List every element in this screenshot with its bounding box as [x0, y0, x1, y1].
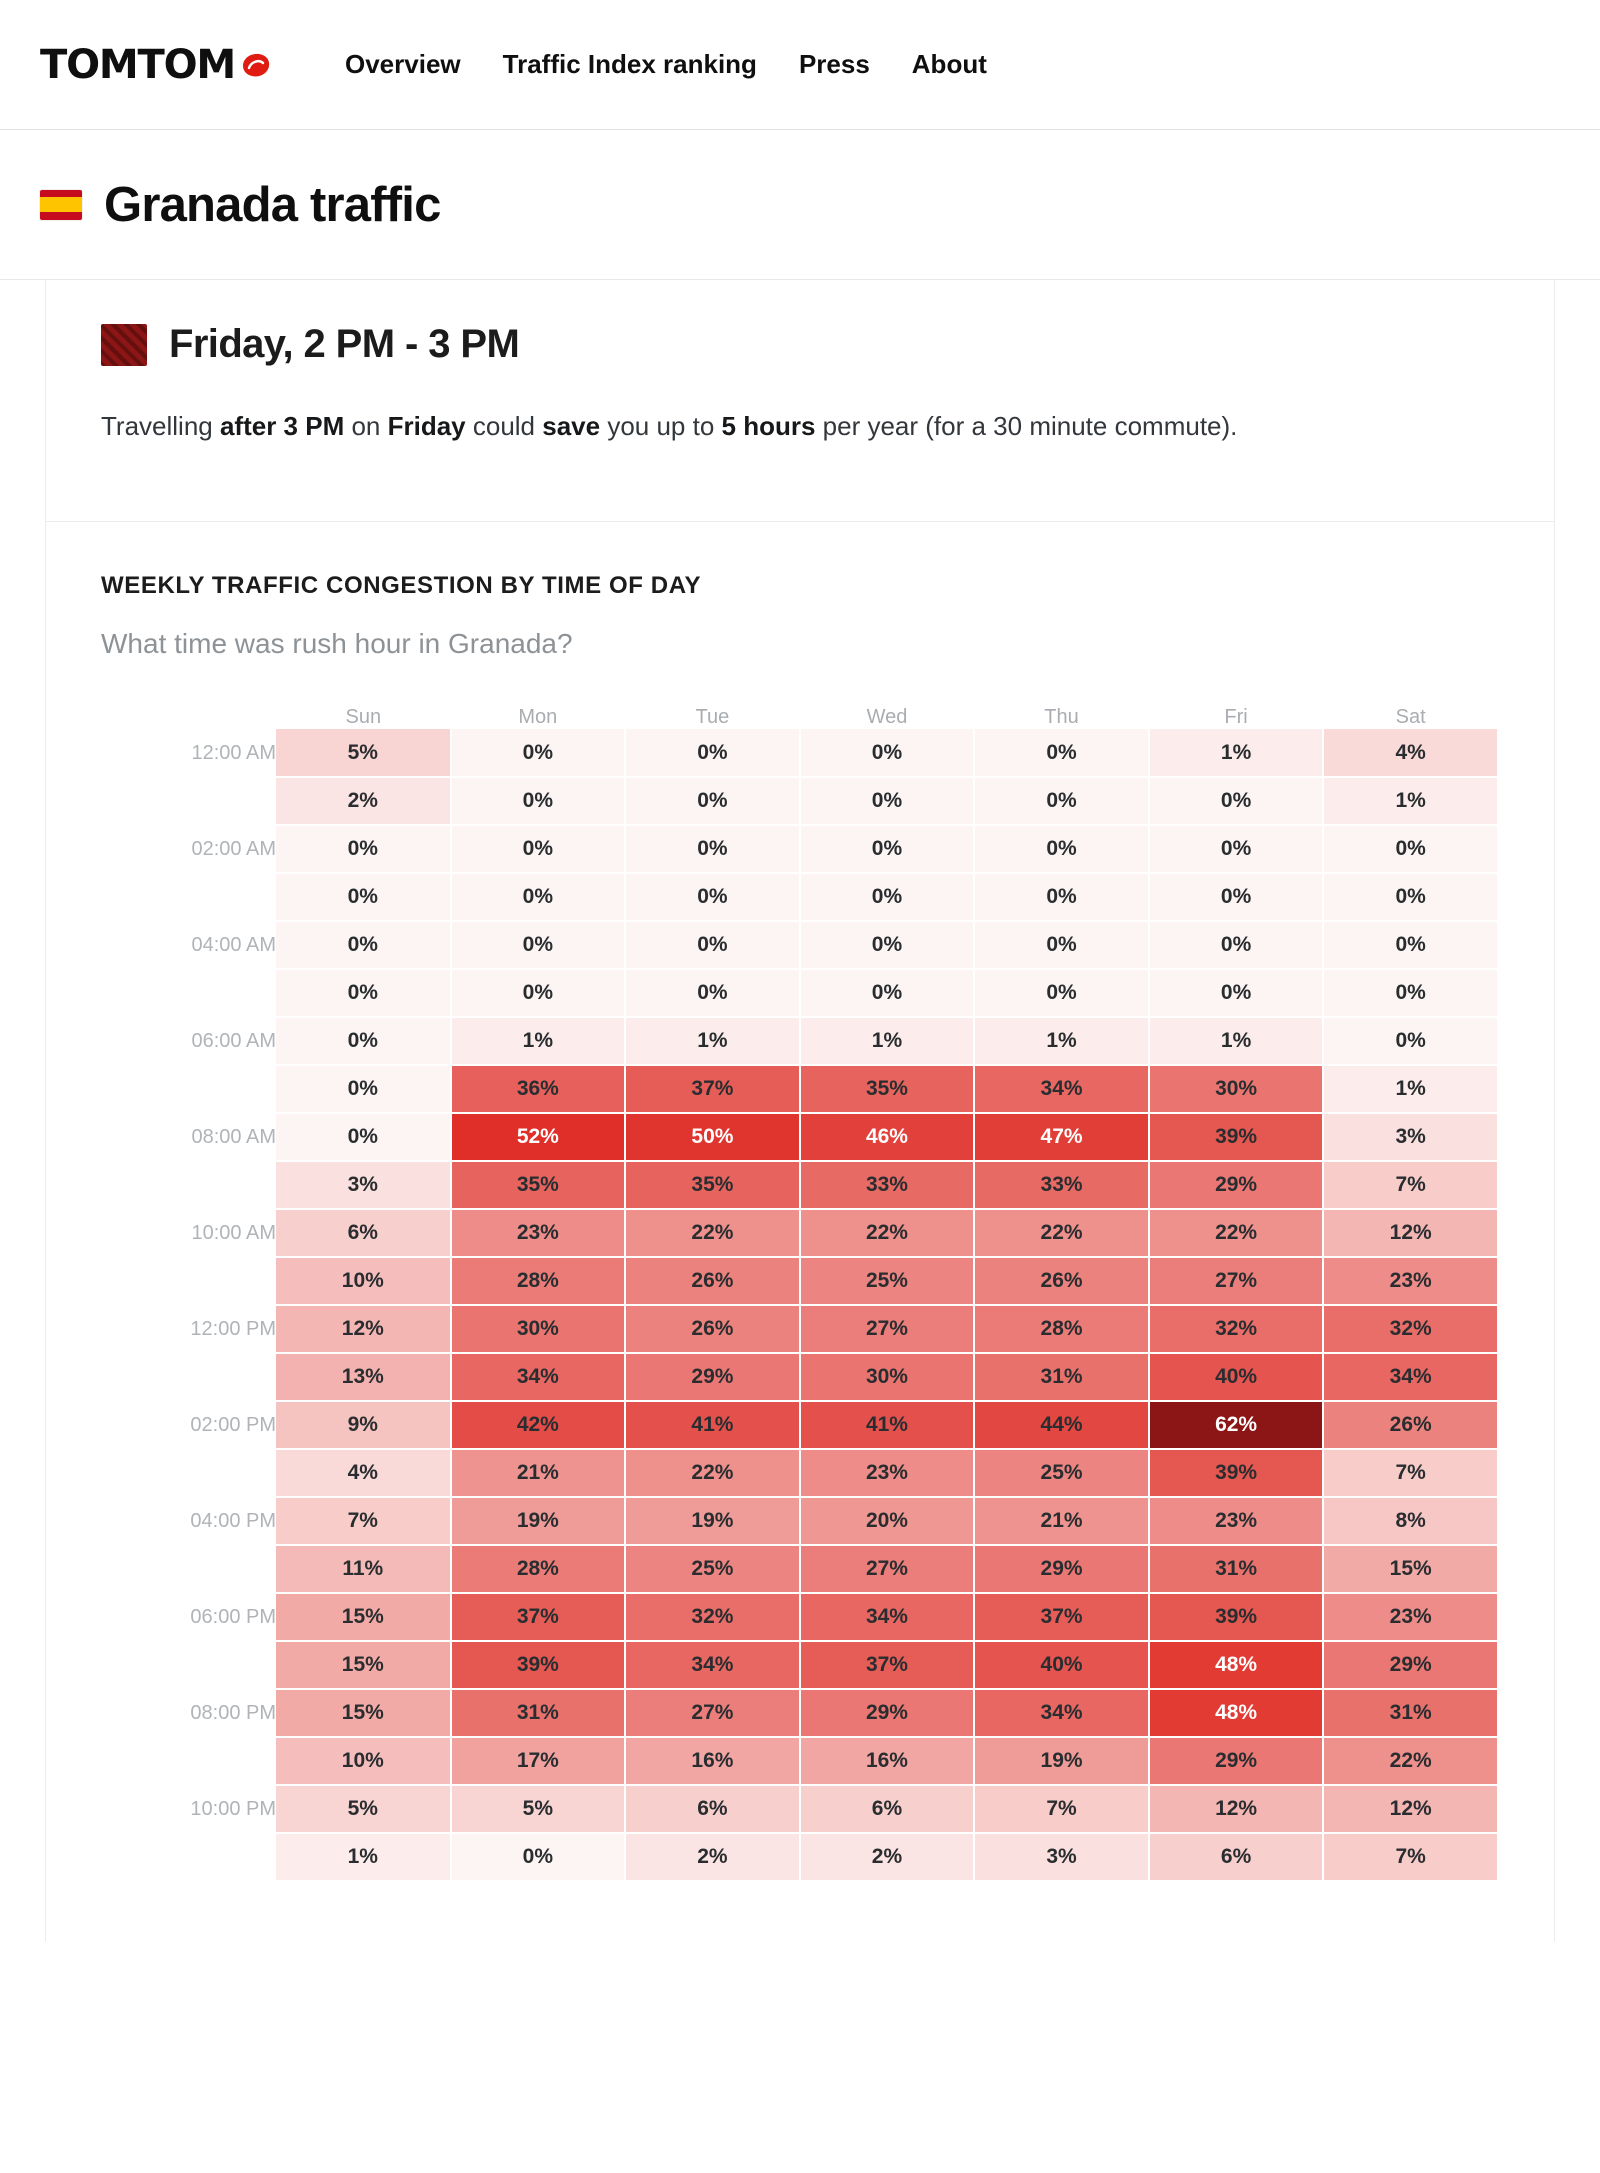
- heatmap-cell[interactable]: 0%: [451, 969, 626, 1017]
- top-navigation-bar: [0, 0, 1600, 130]
- heatmap-cell[interactable]: 0%: [800, 777, 975, 825]
- heatmap-cell[interactable]: 31%: [1323, 1689, 1498, 1737]
- heatmap-row: [101, 1737, 1498, 1785]
- heatmap-cell[interactable]: 0%: [625, 729, 800, 777]
- heatmap-row-label: [101, 777, 276, 825]
- heatmap-cell[interactable]: 16%: [800, 1737, 975, 1785]
- heatmap-cell[interactable]: 0%: [451, 873, 626, 921]
- heatmap-cell[interactable]: 42%: [451, 1401, 626, 1449]
- heatmap-cell[interactable]: 0%: [1149, 777, 1324, 825]
- heatmap-cell[interactable]: 0%: [1149, 825, 1324, 873]
- heatmap-cell[interactable]: 23%: [1149, 1497, 1324, 1545]
- heatmap-cell[interactable]: 0%: [800, 873, 975, 921]
- heatmap-cell[interactable]: 0%: [974, 729, 1149, 777]
- heatmap-row: [101, 777, 1498, 825]
- heatmap-col-header-wed: Wed: [866, 706, 908, 729]
- heatmap-cell[interactable]: 34%: [1323, 1353, 1498, 1401]
- heatmap-cell[interactable]: 5%: [276, 1785, 451, 1833]
- heatmap-cell[interactable]: 37%: [625, 1065, 800, 1113]
- heatmap-cell[interactable]: 0%: [1323, 1017, 1498, 1065]
- heatmap-cell[interactable]: 4%: [1323, 729, 1498, 777]
- heatmap-cell[interactable]: 29%: [974, 1545, 1149, 1593]
- heatmap-cell[interactable]: 23%: [800, 1449, 975, 1497]
- heatmap-row: [101, 1065, 1498, 1113]
- heatmap-row-label: 08:00 AM: [191, 1125, 276, 1148]
- heatmap-cell[interactable]: 0%: [974, 825, 1149, 873]
- heatmap-cell[interactable]: 27%: [800, 1305, 975, 1353]
- heatmap-row: [101, 1545, 1498, 1593]
- heatmap-cell[interactable]: 3%: [1323, 1113, 1498, 1161]
- heatmap-row: [101, 1497, 1498, 1545]
- heatmap-row-label: [101, 969, 276, 1017]
- heatmap-cell[interactable]: 29%: [1149, 1737, 1324, 1785]
- heatmap-col-header-mon: Mon: [518, 706, 558, 729]
- heatmap-cell[interactable]: 22%: [974, 1209, 1149, 1257]
- heatmap-row-label: 02:00 PM: [190, 1413, 276, 1436]
- heatmap-row-label: [101, 1065, 276, 1113]
- heatmap-cell[interactable]: 41%: [625, 1401, 800, 1449]
- heatmap-cell[interactable]: 36%: [451, 1065, 626, 1113]
- heatmap-cell[interactable]: 0%: [276, 873, 451, 921]
- heatmap-cell[interactable]: 2%: [800, 1833, 975, 1881]
- heatmap-cell[interactable]: 11%: [276, 1545, 451, 1593]
- heatmap-row-label: 10:00 AM: [191, 1221, 276, 1244]
- nav-item-press[interactable]: Press: [798, 49, 870, 79]
- heatmap-cell[interactable]: 0%: [1149, 969, 1324, 1017]
- heatmap-cell[interactable]: 30%: [451, 1305, 626, 1353]
- heatmap-row-label: [101, 1737, 276, 1785]
- congestion-heatmap-table: [101, 706, 1499, 1882]
- heatmap-cell[interactable]: 16%: [625, 1737, 800, 1785]
- heatmap-cell[interactable]: 0%: [1323, 825, 1498, 873]
- heatmap-cell[interactable]: 1%: [625, 1017, 800, 1065]
- heatmap-section: [46, 522, 1554, 1942]
- heatmap-cell[interactable]: 0%: [276, 969, 451, 1017]
- heatmap-cell[interactable]: 0%: [276, 1017, 451, 1065]
- heatmap-cell[interactable]: 46%: [800, 1113, 975, 1161]
- heatmap-cell[interactable]: 0%: [800, 969, 975, 1017]
- heatmap-row-label: 04:00 PM: [190, 1509, 276, 1532]
- heatmap-row-label: 08:00 PM: [190, 1701, 276, 1724]
- heatmap-cell[interactable]: 34%: [974, 1689, 1149, 1737]
- heatmap-cell[interactable]: 0%: [974, 873, 1149, 921]
- heatmap-row: [101, 1833, 1498, 1881]
- heatmap-cell[interactable]: 15%: [276, 1689, 451, 1737]
- heatmap-row: [101, 921, 1498, 969]
- heatmap-cell[interactable]: 0%: [800, 825, 975, 873]
- heatmap-row: [101, 1161, 1498, 1209]
- heatmap-cell[interactable]: 3%: [276, 1161, 451, 1209]
- heatmap-cell[interactable]: 7%: [276, 1497, 451, 1545]
- peak-hour-description: [101, 405, 1481, 447]
- heatmap-cell[interactable]: 0%: [276, 1113, 451, 1161]
- flag-band-bottom: [40, 212, 82, 220]
- heatmap-row-label: 12:00 PM: [190, 1317, 276, 1340]
- heatmap-cell[interactable]: 5%: [276, 729, 451, 777]
- heatmap-cell[interactable]: 7%: [1323, 1161, 1498, 1209]
- heatmap-cell[interactable]: 52%: [451, 1113, 626, 1161]
- heatmap-cell[interactable]: 0%: [1323, 921, 1498, 969]
- heatmap-cell[interactable]: 27%: [1149, 1257, 1324, 1305]
- heatmap-cell[interactable]: 1%: [974, 1017, 1149, 1065]
- heatmap-cell[interactable]: 0%: [974, 777, 1149, 825]
- heatmap-cell[interactable]: 29%: [625, 1353, 800, 1401]
- heatmap-cell[interactable]: 7%: [974, 1785, 1149, 1833]
- page-title-bar: [0, 130, 1600, 280]
- heatmap-cell[interactable]: 34%: [974, 1065, 1149, 1113]
- heatmap-cell[interactable]: 0%: [1323, 873, 1498, 921]
- heatmap-cell[interactable]: 8%: [1323, 1497, 1498, 1545]
- heatmap-cell[interactable]: 30%: [800, 1353, 975, 1401]
- peak-text-part-5: per year (for a 30 minute commute).: [815, 411, 1238, 441]
- heatmap-row-label: 12:00 AM: [191, 741, 276, 764]
- heatmap-row: [101, 1209, 1498, 1257]
- peak-text-part-2: on: [344, 411, 388, 441]
- heatmap-cell[interactable]: 21%: [974, 1497, 1149, 1545]
- heatmap-cell[interactable]: 40%: [974, 1641, 1149, 1689]
- heatmap-cell[interactable]: 26%: [974, 1257, 1149, 1305]
- heatmap-cell[interactable]: 6%: [276, 1209, 451, 1257]
- heatmap-cell[interactable]: 30%: [1149, 1065, 1324, 1113]
- heatmap-row: [101, 1641, 1498, 1689]
- heatmap-cell[interactable]: 32%: [1149, 1305, 1324, 1353]
- heatmap-cell[interactable]: 29%: [1323, 1641, 1498, 1689]
- heatmap-col-header-sun: Sun: [345, 706, 382, 729]
- heatmap-cell[interactable]: 10%: [276, 1737, 451, 1785]
- heatmap-row-label: 02:00 AM: [191, 837, 276, 860]
- heatmap-cell[interactable]: 26%: [625, 1257, 800, 1305]
- heatmap-cell[interactable]: 39%: [1149, 1593, 1324, 1641]
- heatmap-cell[interactable]: 39%: [451, 1641, 626, 1689]
- heatmap-cell[interactable]: 28%: [451, 1257, 626, 1305]
- heatmap-cell[interactable]: 23%: [1323, 1593, 1498, 1641]
- heatmap-cell[interactable]: 25%: [800, 1257, 975, 1305]
- heatmap-cell[interactable]: 1%: [800, 1017, 975, 1065]
- heatmap-cell[interactable]: 0%: [800, 729, 975, 777]
- heatmap-cell[interactable]: 1%: [1149, 1017, 1324, 1065]
- heatmap-cell[interactable]: 31%: [1149, 1545, 1324, 1593]
- peak-text-bold-1: after 3 PM: [219, 411, 345, 441]
- heatmap-cell[interactable]: 0%: [974, 921, 1149, 969]
- heatmap-cell[interactable]: 0%: [800, 921, 975, 969]
- heatmap-row: [101, 1401, 1498, 1449]
- nav-item-overview[interactable]: Overview: [345, 49, 461, 79]
- heatmap-row-label: [101, 1833, 276, 1881]
- heatmap-cell[interactable]: 31%: [974, 1353, 1149, 1401]
- nav-item-about[interactable]: About: [911, 49, 987, 79]
- heatmap-cell[interactable]: 0%: [451, 1833, 626, 1881]
- heatmap-cell[interactable]: 0%: [276, 1065, 451, 1113]
- heatmap-cell[interactable]: 0%: [625, 873, 800, 921]
- heatmap-cell[interactable]: 39%: [1149, 1113, 1324, 1161]
- heatmap-cell[interactable]: 32%: [625, 1593, 800, 1641]
- heatmap-row-label: [101, 1449, 276, 1497]
- heatmap-cell[interactable]: 23%: [451, 1209, 626, 1257]
- heatmap-col-header-tue: Tue: [695, 706, 730, 729]
- content-card: [45, 280, 1555, 1942]
- heatmap-row: [101, 1593, 1498, 1641]
- heatmap-cell[interactable]: 19%: [451, 1497, 626, 1545]
- heatmap-cell[interactable]: 33%: [974, 1161, 1149, 1209]
- heatmap-row-label: [101, 1161, 276, 1209]
- heatmap-cell[interactable]: 6%: [1149, 1833, 1324, 1881]
- heatmap-cell[interactable]: 34%: [451, 1353, 626, 1401]
- heatmap-subtitle: What time was rush hour in Granada?: [101, 628, 573, 660]
- heatmap-cell[interactable]: 35%: [800, 1065, 975, 1113]
- heatmap-row: [101, 969, 1498, 1017]
- heatmap-cell[interactable]: 34%: [625, 1641, 800, 1689]
- heatmap-cell[interactable]: 39%: [1149, 1449, 1324, 1497]
- flag-band-top: [40, 190, 82, 198]
- heatmap-cell[interactable]: 2%: [276, 777, 451, 825]
- heatmap-cell[interactable]: 33%: [800, 1161, 975, 1209]
- heatmap-cell[interactable]: 34%: [800, 1593, 975, 1641]
- heatmap-cell[interactable]: 22%: [1149, 1209, 1324, 1257]
- heatmap-cell[interactable]: 4%: [276, 1449, 451, 1497]
- heatmap-cell[interactable]: 28%: [974, 1305, 1149, 1353]
- heatmap-row: [101, 1785, 1498, 1833]
- peak-hour-swatch-icon: [101, 324, 147, 366]
- heatmap-cell[interactable]: 23%: [1323, 1257, 1498, 1305]
- peak-text-part-4: you up to: [600, 411, 722, 441]
- peak-hour-section: [46, 280, 1554, 522]
- nav-item-traffic-index-ranking[interactable]: Traffic Index ranking: [502, 49, 757, 79]
- heatmap-row: [101, 1113, 1498, 1161]
- heatmap-cell[interactable]: 9%: [276, 1401, 451, 1449]
- heatmap-row-label: [101, 1353, 276, 1401]
- heatmap-cell[interactable]: 1%: [1323, 1065, 1498, 1113]
- heatmap-cell[interactable]: 22%: [1323, 1737, 1498, 1785]
- heatmap-cell[interactable]: 26%: [625, 1305, 800, 1353]
- heatmap-cell[interactable]: 12%: [276, 1305, 451, 1353]
- heatmap-col-header-fri: Fri: [1224, 706, 1248, 729]
- heatmap-cell[interactable]: 27%: [800, 1545, 975, 1593]
- heatmap-row-label: 06:00 AM: [191, 1029, 276, 1052]
- heatmap-cell[interactable]: 0%: [276, 921, 451, 969]
- heatmap-cell[interactable]: 13%: [276, 1353, 451, 1401]
- heatmap-cell[interactable]: 19%: [974, 1737, 1149, 1785]
- heatmap-cell[interactable]: 22%: [625, 1209, 800, 1257]
- heatmap-cell[interactable]: 47%: [974, 1113, 1149, 1161]
- heatmap-row: [101, 1257, 1498, 1305]
- heatmap-cell[interactable]: 48%: [1149, 1689, 1324, 1737]
- heatmap-cell[interactable]: 22%: [800, 1209, 975, 1257]
- heatmap-cell[interactable]: 35%: [451, 1161, 626, 1209]
- heatmap-cell[interactable]: 48%: [1149, 1641, 1324, 1689]
- heatmap-cell[interactable]: 12%: [1323, 1785, 1498, 1833]
- heatmap-row-label: [101, 1641, 276, 1689]
- heatmap-cell[interactable]: 10%: [276, 1257, 451, 1305]
- heatmap-cell[interactable]: 15%: [276, 1641, 451, 1689]
- heatmap-row-label: [101, 1257, 276, 1305]
- heatmap-cell[interactable]: 25%: [625, 1545, 800, 1593]
- heatmap-corner-cell: [101, 706, 276, 729]
- heatmap-cell[interactable]: 40%: [1149, 1353, 1324, 1401]
- flag-band-middle: [40, 197, 82, 212]
- heatmap-cell[interactable]: 29%: [1149, 1161, 1324, 1209]
- heatmap-cell[interactable]: 12%: [1323, 1209, 1498, 1257]
- heatmap-row-label: [101, 1545, 276, 1593]
- logo-text: TOMTOM: [40, 41, 235, 88]
- heatmap-title: WEEKLY TRAFFIC CONGESTION BY TIME OF DAY: [101, 572, 702, 600]
- heatmap-cell[interactable]: 0%: [451, 825, 626, 873]
- heatmap-cell[interactable]: 25%: [974, 1449, 1149, 1497]
- heatmap-cell[interactable]: 1%: [1323, 777, 1498, 825]
- heatmap-cell[interactable]: 0%: [1149, 921, 1324, 969]
- heatmap-row-label: 04:00 AM: [191, 933, 276, 956]
- heatmap-cell[interactable]: 5%: [451, 1785, 626, 1833]
- peak-text-part-3: could: [465, 411, 543, 441]
- heatmap-row: [101, 873, 1498, 921]
- heatmap-cell[interactable]: 0%: [451, 921, 626, 969]
- heatmap-cell[interactable]: 0%: [1149, 873, 1324, 921]
- heatmap-cell[interactable]: 37%: [800, 1641, 975, 1689]
- page-title: Granada traffic: [104, 177, 441, 232]
- heatmap-cell[interactable]: 0%: [451, 729, 626, 777]
- heatmap-cell[interactable]: 0%: [625, 969, 800, 1017]
- heatmap-col-header-thu: Thu: [1044, 706, 1079, 729]
- heatmap-cell[interactable]: 0%: [625, 921, 800, 969]
- heatmap-row: [101, 1305, 1498, 1353]
- heatmap-cell[interactable]: 29%: [800, 1689, 975, 1737]
- heatmap-cell[interactable]: 0%: [276, 825, 451, 873]
- heatmap-row-label: 06:00 PM: [190, 1605, 276, 1628]
- peak-text-bold-4: 5 hours: [721, 411, 816, 441]
- heatmap-cell[interactable]: 0%: [974, 969, 1149, 1017]
- heatmap-cell[interactable]: 0%: [451, 777, 626, 825]
- heatmap-row: [101, 1353, 1498, 1401]
- heatmap-cell[interactable]: 7%: [1323, 1449, 1498, 1497]
- heatmap-row: [101, 1449, 1498, 1497]
- heatmap-cell[interactable]: 27%: [625, 1689, 800, 1737]
- heatmap-cell[interactable]: 6%: [625, 1785, 800, 1833]
- heatmap-row: [101, 729, 1498, 777]
- heatmap-cell[interactable]: 3%: [974, 1833, 1149, 1881]
- heatmap-cell[interactable]: 1%: [276, 1833, 451, 1881]
- heatmap-cell[interactable]: 12%: [1149, 1785, 1324, 1833]
- heatmap-cell[interactable]: 28%: [451, 1545, 626, 1593]
- heatmap-cell[interactable]: 6%: [800, 1785, 975, 1833]
- heatmap-cell-peak[interactable]: 62%: [1149, 1401, 1324, 1449]
- heatmap-cell[interactable]: 7%: [1323, 1833, 1498, 1881]
- heatmap-col-header-sat: Sat: [1395, 706, 1426, 729]
- heatmap-cell[interactable]: 15%: [1323, 1545, 1498, 1593]
- heatmap-cell[interactable]: 44%: [974, 1401, 1149, 1449]
- heatmap-cell[interactable]: 15%: [276, 1593, 451, 1641]
- heatmap-row: [101, 1017, 1498, 1065]
- peak-text-bold-3: save: [542, 411, 601, 441]
- heatmap-cell[interactable]: 35%: [625, 1161, 800, 1209]
- heatmap-cell[interactable]: 1%: [451, 1017, 626, 1065]
- peak-text-part-1: Travelling: [101, 411, 220, 441]
- heatmap-cell[interactable]: 32%: [1323, 1305, 1498, 1353]
- peak-text-bold-2: Friday: [387, 411, 466, 441]
- heatmap-body: [101, 729, 1498, 1881]
- heatmap-header-row: [101, 706, 1498, 729]
- spain-flag-icon: [40, 190, 82, 220]
- heatmap-row: [101, 1689, 1498, 1737]
- peak-hour-header: [101, 322, 1499, 367]
- heatmap-cell[interactable]: 20%: [800, 1497, 975, 1545]
- tomtom-hand-icon: [239, 50, 273, 80]
- heatmap-row: [101, 825, 1498, 873]
- heatmap-cell[interactable]: 2%: [625, 1833, 800, 1881]
- heatmap-cell[interactable]: 17%: [451, 1737, 626, 1785]
- heatmap-cell[interactable]: 1%: [1149, 729, 1324, 777]
- heatmap-cell[interactable]: 21%: [451, 1449, 626, 1497]
- heatmap-cell[interactable]: 31%: [451, 1689, 626, 1737]
- heatmap-cell[interactable]: 0%: [625, 825, 800, 873]
- tomtom-logo[interactable]: [40, 42, 273, 88]
- peak-hour-title: Friday, 2 PM - 3 PM: [169, 322, 520, 366]
- heatmap-cell[interactable]: 19%: [625, 1497, 800, 1545]
- heatmap-cell[interactable]: 50%: [625, 1113, 800, 1161]
- heatmap-cell[interactable]: 22%: [625, 1449, 800, 1497]
- heatmap-cell[interactable]: 41%: [800, 1401, 975, 1449]
- heatmap-cell[interactable]: 0%: [1323, 969, 1498, 1017]
- heatmap-cell[interactable]: 37%: [974, 1593, 1149, 1641]
- heatmap-row-label: [101, 873, 276, 921]
- heatmap-cell[interactable]: 37%: [451, 1593, 626, 1641]
- main-nav: [345, 49, 987, 80]
- heatmap-cell[interactable]: 0%: [625, 777, 800, 825]
- heatmap-cell[interactable]: 26%: [1323, 1401, 1498, 1449]
- heatmap-row-label: 10:00 PM: [190, 1797, 276, 1820]
